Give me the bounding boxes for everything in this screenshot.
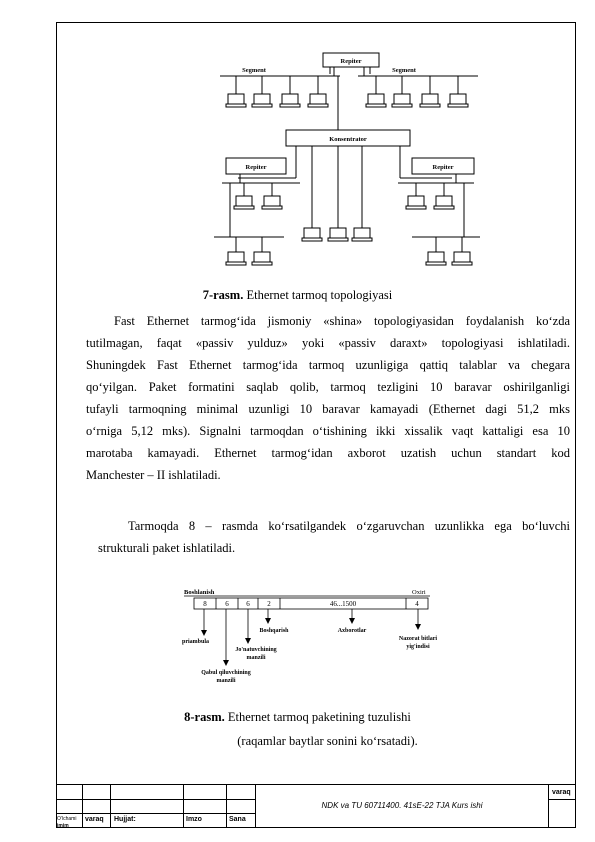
figure-7-title: Ethernet tarmoq topologiyasi [243, 288, 393, 302]
computer-icon [426, 252, 446, 265]
computer-icon [434, 196, 454, 209]
computer-icon [448, 94, 468, 107]
repeater-top-label: Repiter [340, 58, 362, 65]
computer-icon [252, 94, 272, 107]
col-size: O‘lchami [57, 816, 77, 822]
col-document: Hujjat: [114, 816, 136, 823]
packet-end-label: Oxiri [412, 589, 426, 596]
document-code: NDK va TU 60711400. 41sE-22 TJA Kurs ishi [321, 801, 483, 810]
packet-start-label: Boshlanish [184, 589, 215, 596]
computer-icon [226, 94, 246, 107]
paragraph1-line: marotaba kamayadi. Ethernet tarmog‘idan axborot uzatish uchun standart kod [86, 446, 570, 460]
annotation-receiver-1: Qabul qiluvchining [201, 670, 251, 676]
paragraph1-line: qo‘yilgan. Paket formatini saqlab qolib, tarmoq tezligini 10 baravar oshirilganligi [86, 380, 570, 394]
annotation-control: Boshqarish [259, 628, 289, 634]
paragraph1-line: Fast Ethernet tarmog‘ida jismoniy «shina» topologiyasidan foydalanish ko‘zda [114, 314, 570, 328]
computer-icon [328, 228, 348, 241]
figure-8-caption [0, 710, 595, 725]
annotation-preamble: priambula [182, 639, 210, 645]
computer-icon [252, 252, 272, 265]
field-destination: 6 [225, 600, 229, 608]
segment-left-label: Segment [242, 67, 266, 74]
computer-icon [234, 196, 254, 209]
computer-icon [308, 94, 328, 107]
figure-7-number: 7-rasm. [202, 288, 244, 302]
computer-icon [280, 94, 300, 107]
field-source: 6 [246, 600, 250, 608]
computer-icon [452, 252, 472, 265]
computer-icon [366, 94, 386, 107]
computer-icon [406, 196, 426, 209]
repeater-right-label: Repiter [432, 164, 454, 171]
annotation-check-2: yig'indisi [406, 644, 430, 650]
annotation-sender-2: manzili [246, 655, 266, 661]
annotation-check-1: Nazorat bitlari [398, 636, 438, 642]
concentrator-label: Konsentrator [329, 136, 367, 143]
annotation-sender-1: Jo'natuvchining [235, 647, 277, 653]
paragraph-1 [86, 310, 570, 486]
sheet-label: varaq [552, 789, 571, 796]
col-sheet: varaq [85, 816, 104, 823]
paragraph1-line: Manchester – II ishlatiladi. [86, 468, 221, 482]
paragraph1-line: tutilmagan, faqat «passiv yulduz» yoki «passiv daraxt» topologiyasi ishlatiladi. [86, 336, 570, 350]
paragraph2-line: Tarmoqda 8 – rasmda ko‘rsatilgandek o‘zgaruvchan uzunlikka ega bo‘luvchi [128, 519, 570, 533]
segment-right-label: Segment [392, 67, 416, 74]
computer-icon [392, 94, 412, 107]
computer-icon [302, 228, 322, 241]
paragraph2-line: strukturali paket ishlatiladi. [98, 541, 236, 555]
figure-7-topology [0, 0, 595, 280]
paragraph1-line: tufayli tarmoqning minimal uzunligi 10 baravar kamayadi (Ethernet dagi 51,2 mks [86, 402, 570, 416]
figure-8-packet [0, 580, 595, 690]
computer-icon [226, 252, 246, 265]
packet-frame [194, 598, 428, 609]
paragraph1-line: Shuningdek Fast Ethernet tarmog‘ida tarmoq uzunligiga qattiq talablar va chegara [86, 358, 570, 372]
col-signature: Imzo [186, 816, 202, 823]
repeater-left-label: Repiter [245, 164, 267, 171]
figure-8-number: 8-rasm. [184, 710, 225, 724]
figure-8-subcaption: (raqamlar baytlar sonini ko‘rsatadi). [237, 734, 418, 748]
annotation-data: Axborotlar [337, 628, 367, 634]
field-data: 46...1500 [329, 600, 357, 608]
figure-7-caption [0, 288, 595, 303]
computer-icon [420, 94, 440, 107]
field-preamble: 8 [203, 600, 207, 608]
computer-icon [262, 196, 282, 209]
paragraph1-line: o‘rniga 5,12 mks). Signalni tarmoqdan o‘tishining ikki xissalik vaqt kattaligi esa 10 [86, 424, 570, 438]
field-control: 2 [267, 600, 271, 608]
field-checksum: 4 [415, 600, 419, 608]
annotation-receiver-2: manzili [216, 678, 236, 684]
col-date: Sana [229, 816, 246, 823]
figure-8-title: Ethernet tarmoq paketining tuzulishi [224, 710, 411, 724]
col-imim: imim [57, 823, 69, 829]
paragraph-2 [98, 515, 570, 559]
computer-icon [352, 228, 372, 241]
